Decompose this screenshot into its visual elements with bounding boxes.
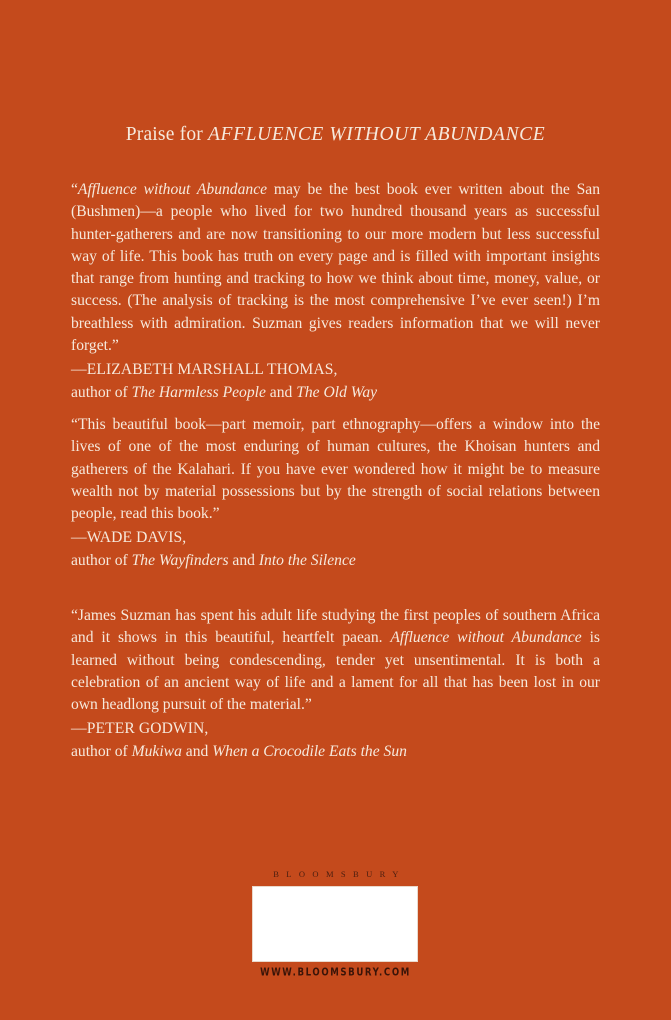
heading-prefix: Praise for — [125, 124, 209, 145]
blurb-credit — [71, 382, 600, 404]
publisher-logo: BLOOMSBURY — [273, 869, 406, 879]
blurb-author: —PETER GODWIN, — [71, 720, 209, 738]
blurb-author: —ELIZABETH MARSHALL THOMAS, — [71, 361, 338, 379]
text-span: “ — [71, 181, 78, 198]
book-title: AFFLUENCE WITHOUT ABUNDANCE — [208, 124, 546, 145]
blurb-text — [71, 179, 600, 357]
text-span: author of — [71, 742, 132, 760]
text-span: may be the best book ever written about the San (Bushmen)—a people who lived for two hundred thousand years as successful hunter-gatherers and are now transitioning to our more modern but less successful way of life. This book has truth on every page and is filled with important insights that range from hunting and tracking to how we think about time, money, value, or success. (The analysis of tracking is the most comprehensive I’ve ever seen!) I’m breathless with admiration. Suzman gives readers information that we will never forget.” — [71, 181, 600, 355]
blurb-attribution — [71, 527, 600, 572]
praise-heading — [0, 124, 671, 146]
text-span: and — [228, 551, 259, 569]
text-span: “This beautiful book—part memoir, part ethnography—offers a window into the lives of one of the most enduring of human cultures, the Khoisan hunters and gatherers of the Kalahari. If you have ever wondered how it might be to measure wealth not by material possessions but by the strength of social relations between people, read this book.” — [71, 416, 600, 523]
blurb-attribution — [71, 359, 600, 404]
blurb-credit — [71, 741, 600, 763]
publisher-website: WWW.BLOOMSBURY.COM — [260, 966, 411, 980]
italic-title: Into the Silence — [258, 551, 356, 569]
text-span: “James Suzman has spent his adult life studying the first peoples of southern Africa and it shows in this beautiful, heartfelt paean. — [71, 607, 600, 647]
blurb-author: —WADE DAVIS, — [71, 529, 187, 547]
italic-title: The Harmless People — [131, 383, 266, 401]
text-span: and — [181, 742, 213, 760]
text-span: is learned without being condescending, tender yet unsentimental. It is both a celebration of an ancient way of life and a lament for all that has been lost in our own headlong pursuit of the material.” — [71, 629, 600, 714]
blurb-1 — [71, 179, 600, 404]
blurb-3 — [71, 605, 600, 763]
blurb-credit — [71, 550, 600, 572]
text-span: author of — [71, 383, 132, 401]
blurb-text — [71, 414, 600, 525]
text-span: author of — [71, 551, 132, 569]
barcode-area — [253, 887, 417, 961]
text-span: and — [265, 383, 297, 401]
italic-title: Affluence without Abundance — [77, 181, 268, 198]
italic-title: The Old Way — [296, 383, 378, 401]
italic-title: Affluence without Abundance — [390, 629, 582, 647]
italic-title: The Wayfinders — [131, 551, 229, 569]
blurb-2 — [71, 414, 600, 572]
blurb-text — [71, 605, 600, 716]
italic-title: Mukiwa — [131, 742, 182, 760]
blurb-attribution — [71, 718, 600, 763]
italic-title: When a Crocodile Eats the Sun — [212, 742, 407, 760]
